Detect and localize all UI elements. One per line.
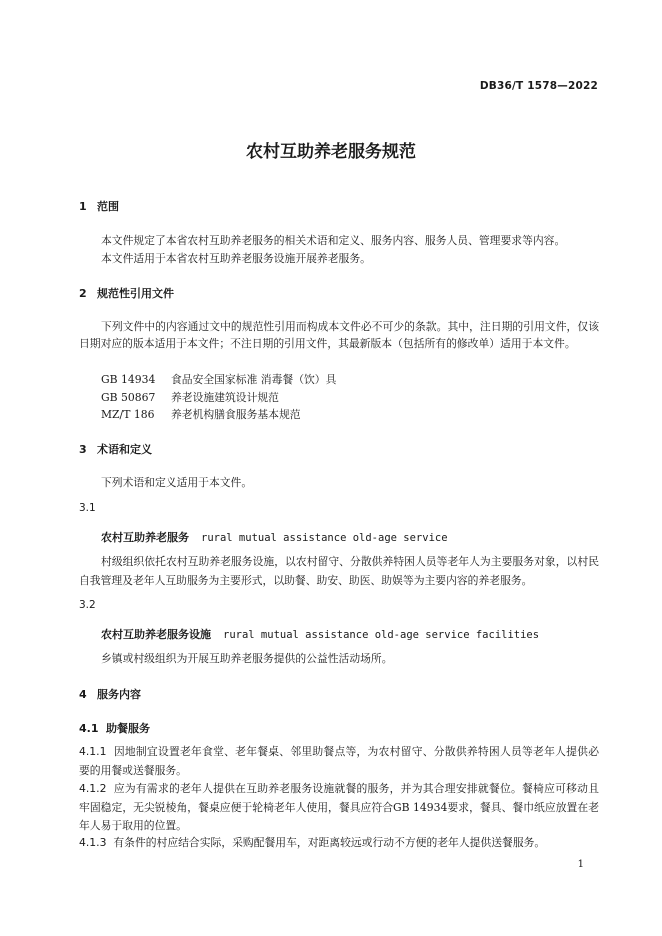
reference-code: MZ/T 186 [101,408,155,421]
clause-text: 因地制宜设置老年食堂、老年餐桌、邻里助餐点等，为农村留守、分散供养特困人员等老年人提供必要的用餐或送餐服务。 [79,745,599,777]
clause-4-1-1 [79,743,599,780]
term-english: rural mutual assistance old-age service [201,532,448,544]
reference-name: 养老设施建筑设计规范 [171,391,279,404]
term-3-2-number: 3.2 [79,599,96,611]
reference-name: 养老机构膳食服务基本规范 [171,408,301,421]
clause-4-1-3 [79,834,599,853]
clause-text: 有条件的村应结合实际，采购配餐用车，对距离较远或行动不方便的老年人提供送餐服务。 [113,836,546,849]
section-number: 3 [79,443,87,456]
reference-item [101,372,336,387]
clause-number: 4.1.1 [79,745,107,758]
page-number: 1 [577,859,584,870]
term-name: 农村互助养老服务 [101,531,189,544]
term-3-1-number: 3.1 [79,502,96,514]
term-3-1 [101,529,448,545]
scope-paragraph-1: 本文件规定了本省农村互助养老服务的相关术语和定义、服务内容、服务人员、管理要求等内容。 [101,234,566,247]
section-2-heading [79,285,174,301]
term-name: 农村互助养老服务设施 [101,628,211,641]
term-3-2-definition: 乡镇或村级组织为开展互助养老服务提供的公益性活动场所。 [101,652,393,665]
section-title: 术语和定义 [97,443,152,456]
section-4-heading [79,686,141,702]
clause-number: 4.1.2 [79,782,107,795]
document-number: DB36/T 1578—2022 [479,80,598,92]
reference-item [101,390,279,405]
term-3-2 [101,626,539,642]
section-3-heading [79,441,152,457]
section-number: 1 [79,200,87,213]
section-number: 4 [79,688,87,701]
section-title: 范围 [97,200,119,213]
section-title: 服务内容 [97,688,141,701]
terms-intro-paragraph: 下列术语和定义适用于本文件。 [101,476,253,489]
reference-code: GB 14934 [101,373,156,386]
section-number: 2 [79,287,87,300]
term-english: rural mutual assistance old-age service facilities [223,629,540,641]
clause-4-1-2 [79,780,599,836]
clause-number: 4.1.3 [79,836,107,849]
term-3-1-definition: 村级组织依托农村互助养老服务设施，以农村留守、分散供养特困人员等老年人为主要服务对象，以村民自我管理及老年人互助服务为主要形式，以助餐、助安、助医、助娱等为主要内容的养老服务。 [79,555,599,587]
reference-item [101,407,301,422]
section-title: 规范性引用文件 [97,287,174,300]
section-1-heading [79,198,119,214]
subsection-title: 助餐服务 [106,722,150,735]
page-title: 农村互助养老服务规范 [246,142,416,162]
scope-paragraph-2: 本文件适用于本省农村互助养老服务设施开展养老服务。 [101,252,371,265]
subsection-4-1-heading [79,720,150,736]
reference-name: 食品安全国家标准 消毒餐（饮）具 [171,373,337,386]
reference-code: GB 50867 [101,391,156,404]
clause-text: 应为有需求的老年人提供在互助养老服务设施就餐的服务，并为其合理安排就餐位。餐椅应可移动且牢固稳定，无尖锐棱角，餐桌应便于轮椅老年人使用，餐具应符合GB 14934要求，餐具、餐巾纸应放置在老年人易于取用的位置。 [79,782,599,832]
subsection-number: 4.1 [79,722,99,735]
normative-intro-paragraph: 下列文件中的内容通过文中的规范性引用而构成本文件必不可少的条款。其中，注日期的引用文件，仅该日期对应的版本适用于本文件；不注日期的引用文件，其最新版本（包括所有的修改单）适用于本文件。 [79,320,599,350]
